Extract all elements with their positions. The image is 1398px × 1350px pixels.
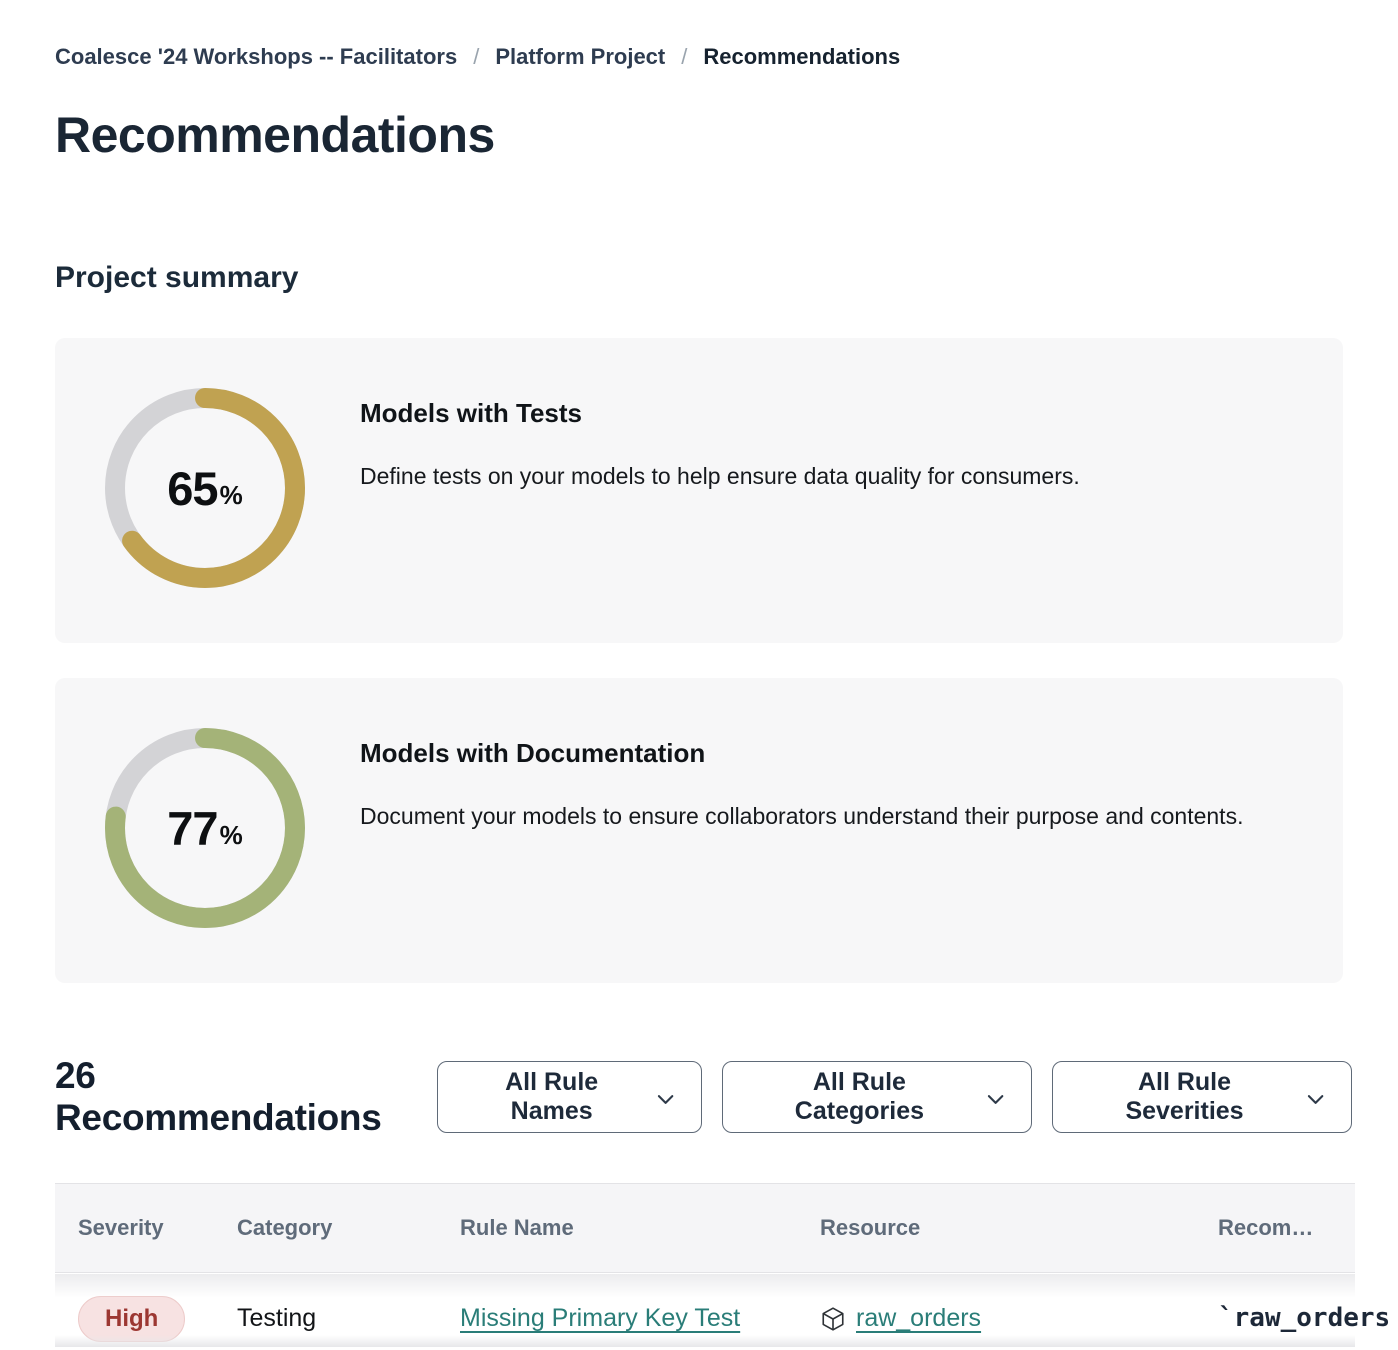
- card-description: Define tests on your models to help ensure data quality for consumers.: [360, 463, 1080, 489]
- recommendations-table: [55, 1183, 1391, 1346]
- filter-all-rule-severities[interactable]: [1052, 1061, 1352, 1133]
- card-title-models-with-tests: Models with Tests: [360, 398, 582, 428]
- documentation-donut-chart: [105, 728, 305, 928]
- documentation-percent-value: 77: [167, 801, 218, 855]
- card-description: Document your models to ensure collaborators understand their purpose and contents.: [360, 803, 1244, 829]
- resource-link[interactable]: raw_orders: [856, 1304, 982, 1332]
- category-cell: Testing: [237, 1304, 317, 1332]
- resource-cell: [820, 1295, 1218, 1341]
- breadcrumb-item-current: Recommendations: [703, 44, 901, 69]
- recommendations-toolbar: [55, 1055, 1352, 1138]
- percent-sign: %: [219, 819, 243, 850]
- severity-badge-high: High: [78, 1296, 185, 1342]
- severity-cell: [78, 1295, 237, 1342]
- filter-label: All Rule Names: [505, 1068, 599, 1125]
- column-header-resource: Resource: [820, 1215, 921, 1240]
- table-row: [55, 1273, 1391, 1346]
- donut-center-label: [105, 388, 305, 588]
- package-icon: [820, 1306, 846, 1332]
- rule-name-link[interactable]: Missing Primary Key Test: [460, 1304, 741, 1332]
- tests-donut-chart: [105, 388, 305, 588]
- column-header-category: Category: [237, 1215, 333, 1240]
- recommendation-cell: `raw_orders: [1218, 1303, 1391, 1333]
- column-header-rule-name: Rule Name: [460, 1215, 574, 1240]
- breadcrumb-separator: /: [473, 44, 480, 69]
- table-header-row: [55, 1183, 1355, 1273]
- filter-label: All Rule Categories: [794, 1068, 925, 1125]
- filter-all-rule-categories[interactable]: [722, 1061, 1032, 1133]
- filter-label: All Rule Severities: [1125, 1068, 1244, 1125]
- project-summary-heading: Project summary: [55, 261, 299, 294]
- donut-center-label: [105, 728, 305, 928]
- percent-sign: %: [219, 479, 243, 510]
- summary-card-models-with-tests: [55, 338, 1343, 643]
- recommendations-count-heading: 26 Recommendations: [55, 1055, 382, 1138]
- filter-all-rule-names[interactable]: [437, 1061, 702, 1133]
- breadcrumb-item-project[interactable]: Platform Project: [495, 44, 666, 69]
- breadcrumb: [55, 44, 1343, 70]
- chevron-down-icon: [987, 1094, 1004, 1105]
- chevron-down-icon: [657, 1094, 674, 1105]
- column-header-recommendation: Recom…: [1218, 1215, 1314, 1240]
- chevron-down-icon: [1307, 1094, 1324, 1105]
- rule-name-cell: [460, 1295, 820, 1341]
- summary-card-models-with-documentation: [55, 678, 1343, 983]
- column-header-severity: Severity: [78, 1215, 164, 1240]
- card-title-models-with-documentation: Models with Documentation: [360, 738, 706, 768]
- tests-percent-value: 65: [167, 461, 218, 515]
- breadcrumb-item-workspace[interactable]: Coalesce '24 Workshops -- Facilitators: [55, 44, 458, 69]
- breadcrumb-separator: /: [681, 44, 688, 69]
- page-title: Recommendations: [55, 107, 495, 163]
